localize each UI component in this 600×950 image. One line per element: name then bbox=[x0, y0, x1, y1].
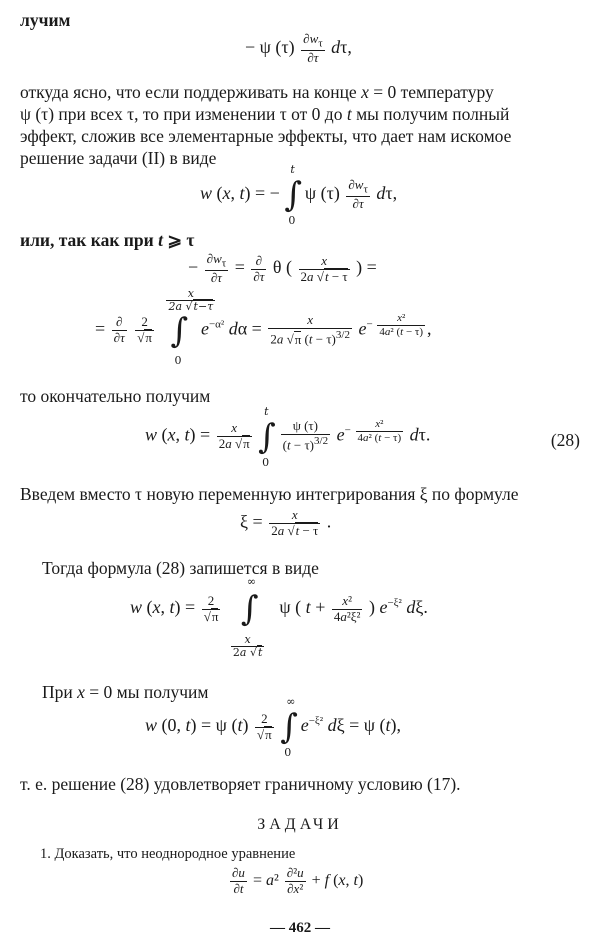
text-line-9: Тогда формула (28) запишется в виде bbox=[42, 558, 319, 578]
page-number: — 462 — bbox=[270, 920, 330, 936]
formula-5: w (x, t) = $\frac{x}{2a √\pi}$ ∫ t 0 $\frac{\psi (\tau)}{(t - \tau)^{3/2}}$ e− $\frac{\text{x²}}{\text{4a² (t − τ)}}$ dτ. bbox=[145, 404, 431, 469]
text-line-2: откуда ясно, что если поддерживать на конце x = 0 температуру bbox=[20, 82, 494, 102]
text-line-5: решение задачи (II) в виде bbox=[20, 148, 217, 168]
text-line-4: эффект, сложив все элементарные эффекты, что дает нам искомое bbox=[20, 126, 512, 146]
equation-number-28: (28) bbox=[550, 430, 580, 450]
task-1: 1. Доказать, что неоднородное уравнение bbox=[40, 846, 296, 862]
text-line-10: При x = 0 мы получим bbox=[42, 682, 209, 702]
formula-8: w (0, t) = ψ (t) $\frac{2}{√\pi}$ ∫ ∞ 0 $e^{-\xi^2}$ dξ = ψ (t), bbox=[145, 695, 402, 759]
text-line-3: ψ (τ) при всех τ, то при изменении τ от 0 до t мы получим полный bbox=[20, 104, 510, 124]
formula-4: = $\frac{\partial}{\partial\tau}$ $\frac{2}{√\pi}$ ∫ $\frac{x}{2a √t-\tau}$ 0 $e^{-\alpha^2}$ dα = $\frac{x}{2a √\pi (t - \tau)^{3/2}}$ e− $\frac{\text{x²}}{\text{4a² (t − τ)}}$ , bbox=[95, 286, 432, 367]
formula-9: $\frac{\partial u}{\partial t}$ = a² $\frac{\text{∂²u}}{\text{∂x²}}$ + f (x, t) bbox=[232, 865, 364, 896]
text-line-7: то окончательно получим bbox=[20, 386, 211, 406]
formula-2: w (x, t) = − ∫ t 0 ψ (τ) $\frac{\partial w_\tau}{\partial\tau}$ dτ, bbox=[200, 163, 398, 228]
text-line-6: или, так как при t ⩾ τ bbox=[20, 230, 195, 250]
text-line-11: т. е. решение (28) удовлетворяет граничному условию (17). bbox=[20, 774, 461, 794]
section-heading: ЗАДАЧИ bbox=[257, 816, 343, 833]
text-line-1: лучим bbox=[20, 10, 71, 30]
formula-3: − $\frac{\partial w_\tau}{\partial\tau}$ = $\frac{\partial}{\partial\tau}$ θ ( $\frac{x}{2a √t - \tau}$ ) = bbox=[188, 251, 377, 286]
text-line-8: Введем вместо τ новую переменную интегрирования ξ по формуле bbox=[20, 484, 519, 504]
formula-7: w (x, t) = $\frac{2}{√\pi}$ ∫ ∞ $\frac{x}{2a √t}$ ψ ( t + $\frac{\text{x²}}{\text{4a²ξ²}}$ ) $e^{-\xi^2}$ dξ. bbox=[130, 575, 428, 660]
formula-6: ξ = $\frac{x}{2a √t - \tau}$ . bbox=[240, 507, 332, 538]
formula-1: − ψ (τ) $\frac{\partial w_\tau}{\partial\tau}$ dτ, bbox=[245, 31, 352, 66]
